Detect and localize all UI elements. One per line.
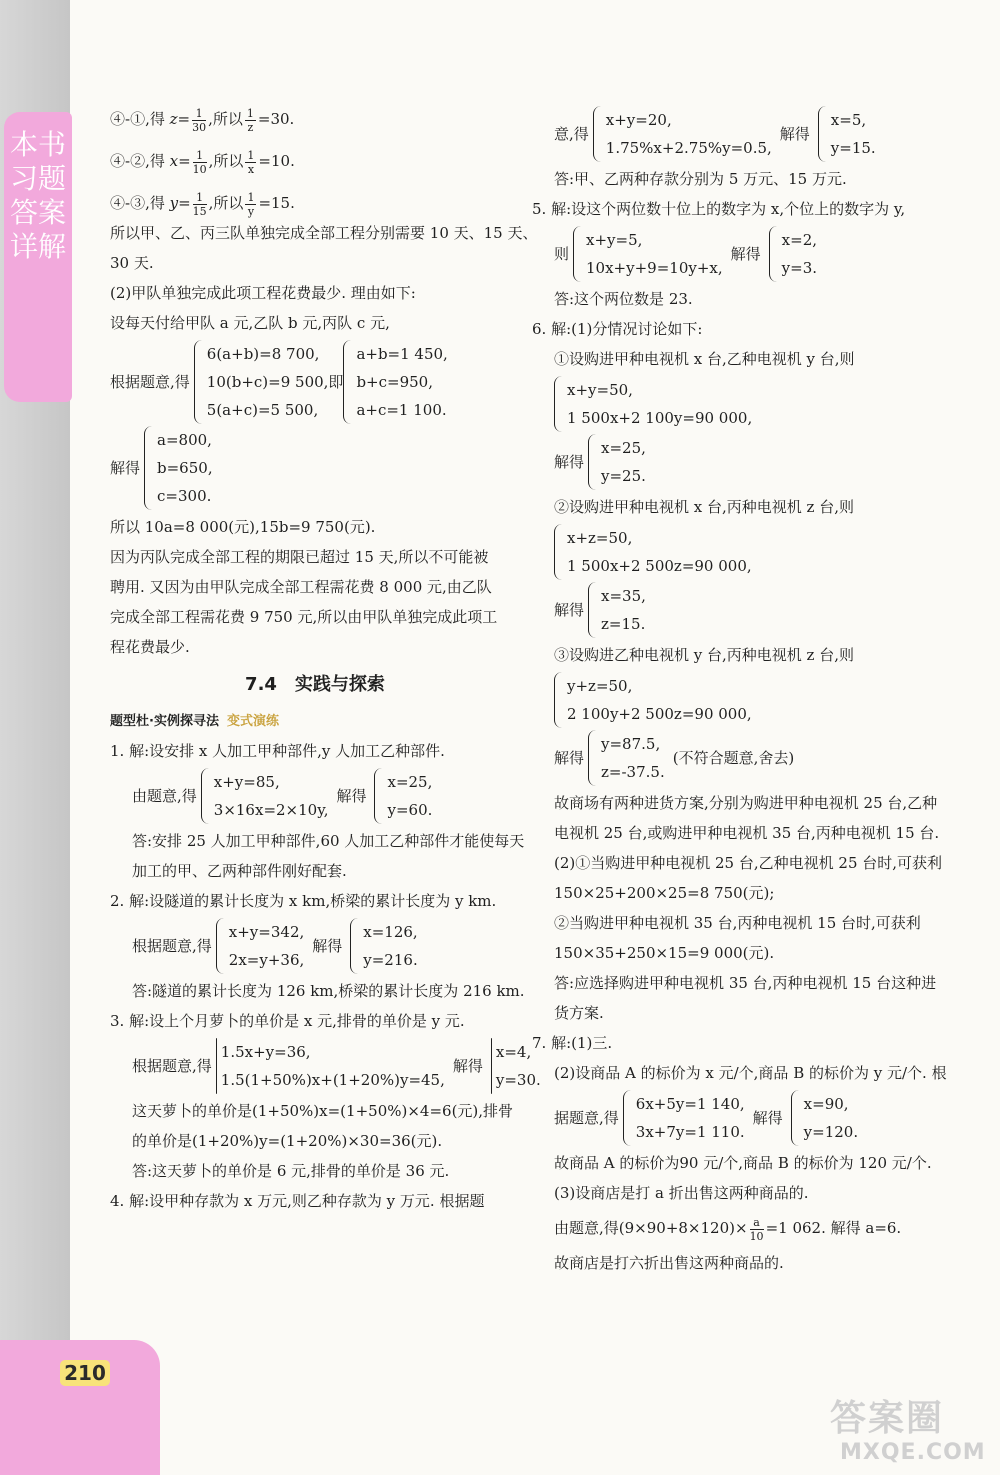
equation: 2x=y+36, [228,951,305,969]
system-label: 解得 [110,459,141,477]
answer-line: 答:安排 25 人加工甲种部件,60 人加工乙种部件才能使每天 [132,832,525,850]
brace-icon [593,106,602,162]
paragraph-line: (2)设商品 A 的标价为 x 元/个,商品 B 的标价为 y 元/个. 根 [554,1064,947,1082]
equations [356,340,447,424]
equation: x=2, [781,231,818,249]
brace-icon [554,376,563,432]
line-4-3 [110,188,520,218]
equation: y=3. [781,259,818,277]
system-label: 由题意,得 [132,787,197,805]
text: =15. [258,194,295,212]
text: 由题意,得(9×90+8×120)× [554,1219,748,1237]
equations [157,426,213,510]
equation-system [532,582,952,638]
equation: 1.5(1+50%)x+(1+20%)y=45, [220,1071,445,1089]
denominator: z [247,120,254,134]
brace-icon [588,730,597,786]
system-connector: 解得 [752,1109,783,1127]
side-tab-text: 本书习题答案详解 [9,128,66,263]
equations [804,1090,858,1146]
numerator: 1 [193,149,207,163]
equation: x+y=5, [586,231,643,249]
fraction [192,107,206,134]
equation-system [110,1038,541,1094]
denominator: 15 [192,204,207,218]
right-column [532,104,952,1278]
equations [601,730,665,786]
question-2: 2. 解:设隧道的累计长度为 x km,桥梁的累计长度为 y km. [110,892,497,910]
equations [387,768,432,824]
equation: y=25. [601,467,646,485]
tag-label: 题型杜·实例探寻法 [110,714,219,729]
system-connector: 即 [328,373,344,391]
equation-system [110,918,520,974]
paragraph-line: 因为丙队完成全部工程的期限已超过 15 天,所以不可能被 [110,548,489,566]
brace-icon [554,672,563,728]
denominator: 30 [192,120,207,134]
system-label: 则 [554,245,570,263]
equation: a=800, [157,431,212,449]
note: (不符合题意,舍去) [672,749,795,767]
equation-system [532,1090,952,1146]
text: =10. [258,152,295,170]
tag-highlight: 变式演练 [226,714,279,729]
paragraph-line: 故商品 A 的标价为90 元/个,商品 B 的标价为 120 元/个. [554,1154,932,1172]
equation: 1.75%x+2.75%y=0.5, [605,139,772,157]
paragraph-line: ②当购进甲种电视机 35 台,丙种电视机 15 台时,可获利 [554,914,921,932]
brace-icon [818,106,827,162]
system-label: 解得 [554,453,585,471]
equations [207,340,329,424]
equation: 1 500x+2 500z=90 000, [567,557,752,575]
numerator: a [750,1216,764,1230]
section-tag [110,708,520,736]
system-label: 据题意,得 [554,1109,619,1127]
numerator: 1 [247,148,255,162]
left-column [110,104,541,1216]
brace-icon [216,1038,217,1094]
paragraph-line: 所以甲、乙、丙三队单独完成全部工程分别需要 10 天、15 天、 [110,224,538,242]
equation-system [532,524,952,580]
brace-icon [350,918,359,974]
equation: 2 100y+2 500z=90 000, [567,705,752,723]
paragraph-line: (3)设商店是打 a 折出售这两种商品的. [554,1184,809,1202]
case-line: ②设购进甲种电视机 x 台,丙种电视机 z 台,则 [554,498,854,516]
var: x= [169,152,191,170]
equations [567,524,752,580]
brace-icon [623,1090,632,1146]
equation: 1.5x+y=36, [220,1043,311,1061]
equations [601,582,646,638]
case-line: ①设购进甲种电视机 x 台,乙种电视机 y 台,则 [554,350,855,368]
system-connector: 解得 [312,937,343,955]
line-4-2 [110,146,520,176]
equation: x=4, [495,1043,532,1061]
denominator: x [247,162,255,176]
equation: c=300. [157,487,212,505]
answer-line: 货方案. [554,1004,604,1022]
equation-system [532,106,952,162]
equations [567,376,752,432]
equation: y+z=50, [567,677,633,695]
numerator: 1 [247,190,255,204]
paragraph-line: 聘用. 又因为由甲队完成全部工程需花费 8 000 元,由乙队 [110,578,492,596]
equations [831,106,876,162]
brace-icon [216,918,225,974]
equation: 6x+5y=1 140, [635,1095,745,1113]
numerator: 1 [193,191,207,205]
equation: x=5, [830,111,867,129]
var: z= [169,110,191,128]
text: ,所以 [208,110,243,128]
fraction [193,191,207,218]
line-4-1 [110,104,520,134]
equation: 1 500x+2 100y=90 000, [567,409,753,427]
system-connector: 解得 [336,787,367,805]
question-6: 6. 解:(1)分情况讨论如下: [532,320,703,338]
answer-line: 答:甲、乙两种存款分别为 5 万元、15 万元. [554,170,847,188]
system-connector: 解得 [779,125,810,143]
var: y= [169,194,191,212]
paragraph-line: 电视机 25 台,或购进甲种电视机 35 台,丙种电视机 15 台. [554,824,940,842]
equation: y=15. [830,139,876,157]
brace-icon [554,524,563,580]
equation: a+b=1 450, [356,345,448,363]
paragraph-line: 程花费最少. [110,638,190,656]
equation-system [532,434,952,490]
brace-icon [194,340,203,424]
brace-icon [491,1038,492,1094]
equation: 3x+7y=1 110. [635,1123,745,1141]
brace-icon [343,340,352,424]
question-5: 5. 解:设这个两位数十位上的数字为 x,个位上的数字为 y, [532,200,906,218]
brace-icon [201,768,210,824]
equation: b+c=950, [356,373,433,391]
equations [567,672,752,728]
side-tab [4,112,72,402]
paragraph-line: 150×25+200×25=8 750(元); [554,884,775,902]
system-label: 解得 [554,749,585,767]
paragraph-line: 设每天付给甲队 a 元,乙队 b 元,丙队 c 元, [110,314,390,332]
denominator: y [247,204,255,218]
paragraph-line: 故商场有两种进货方案,分别为购进甲种电视机 25 台,乙种 [554,794,938,812]
system-label: 根据题意,得 [132,1057,212,1075]
equation: y=216. [363,951,418,969]
equation: 3×16x=2×10y, [213,801,329,819]
answer-line: 答:隧道的累计长度为 126 km,桥梁的累计长度为 216 km. [132,982,525,1000]
text: =1 062. 解得 a=6. [765,1219,902,1237]
equation: 10(b+c)=9 500, [206,373,329,391]
paragraph-line: 这天萝卜的单价是(1+50%)x=(1+50%)×4=6(元),排骨 [132,1102,514,1120]
section-title: 7.4 实践与探索 [245,674,385,695]
brace-icon [588,582,597,638]
paragraph-line: 150×35+250×15=9 000(元). [554,944,775,962]
text: =30. [257,110,295,128]
equation: x=25, [387,773,433,791]
fraction [750,1216,764,1243]
equation: y=120. [803,1123,859,1141]
system-label: 解得 [554,601,585,619]
fraction [193,149,207,176]
equation: z=-37.5. [601,763,665,781]
equation: x=126, [363,923,418,941]
fraction [245,149,256,176]
equation: x+y=20, [605,111,672,129]
text: ,所以 [208,194,244,212]
numerator: 1 [246,106,254,120]
system-label: 根据题意,得 [110,373,190,391]
equation-system [532,226,952,282]
question-4: 4. 解:设甲种存款为 x 万元,则乙种存款为 y 万元. 根据题 [110,1192,485,1210]
brace-icon [374,768,383,824]
question-3: 3. 解:设上个月萝卜的单价是 x 元,排骨的单价是 y 元. [110,1012,465,1030]
equation: x=35, [601,587,646,605]
equation: x+y=342, [228,923,305,941]
equation: 6(a+b)=8 700, [206,345,320,363]
text: ④-③,得 [110,194,170,212]
text: ,所以 [208,152,244,170]
equation: a+c=1 100. [356,401,447,419]
equation: y=87.5, [601,735,661,753]
answer-line: 答:这天萝卜的单价是 6 元,排骨的单价是 36 元. [132,1162,450,1180]
brace-icon [144,426,153,510]
answer-line: 答:应选择购进甲种电视机 35 台,丙种电视机 15 台这种进 [554,974,937,992]
equations [221,1038,445,1094]
denominator: 10 [749,1229,764,1243]
equation: 10x+y+9=10y+x, [586,259,723,277]
question-1: 1. 解:设安排 x 人加工甲种部件,y 人加工乙种部件. [110,742,445,760]
equation: z=15. [601,615,646,633]
equation: x=25, [601,439,646,457]
equation: b=650, [157,459,213,477]
paragraph-line: (2)甲队单独完成此项工程花费最少. 理由如下: [110,284,416,302]
fraction [245,107,256,134]
case-line: ③设购进乙种电视机 y 台,丙种电视机 z 台,则 [554,646,854,664]
brace-icon [573,226,582,282]
system-connector: 解得 [452,1057,483,1075]
system-label: 根据题意,得 [132,937,212,955]
equation: x+y=50, [567,381,633,399]
answer-line: 答:这个两位数是 23. [554,290,693,308]
equation: x+z=50, [567,529,633,547]
brace-icon [791,1090,800,1146]
question-7: 7. 解:(1)三. [532,1034,613,1052]
equations [601,434,646,490]
system-connector: 解得 [730,245,761,263]
brace-icon [588,434,597,490]
equation-system [532,376,952,432]
equation: x=90, [803,1095,849,1113]
fraction-line [532,1208,952,1248]
equation: y=60. [387,801,433,819]
paragraph-line: 的单价是(1+20%)y=(1+20%)×30=36(元). [132,1132,443,1150]
equations [363,918,417,974]
equations [586,226,723,282]
equation-system [110,768,520,824]
brace-icon [769,226,778,282]
equation-system [110,426,520,510]
equation: y=30. [495,1071,541,1089]
system-label: 意,得 [554,125,589,143]
paragraph-line: 完成全部工程需花费 9 750 元,所以由甲队单独完成此项工 [110,608,498,626]
answer-line: 故商店是打六折出售这两种商品的. [554,1254,784,1272]
page-number: 210 [60,1360,110,1386]
fraction [245,191,256,218]
equation-system [532,672,952,728]
text: ④-②,得 [110,152,170,170]
equation: x+y=85, [213,773,280,791]
equation: 5(a+c)=5 500, [206,401,319,419]
watermark-url: MXQE.COM [840,1440,986,1465]
text: ④-①,得 [110,110,170,128]
equation-system [532,730,952,786]
numerator: 1 [192,107,206,121]
equations [636,1090,745,1146]
equation-system [110,340,520,424]
paragraph-line: 30 天. [110,254,154,272]
equations [782,226,817,282]
equations [606,106,772,162]
equations [214,768,329,824]
paragraph-line: (2)①当购进甲种电视机 25 台,乙种电视机 25 台时,可获利 [554,854,943,872]
equations [229,918,304,974]
paragraph-line: 所以 10a=8 000(元),15b=9 750(元). [110,518,376,536]
watermark-logo: 答案圈 [830,1398,945,1439]
answer-line: 加工的甲、乙两种部件刚好配套. [132,862,347,880]
denominator: 10 [192,162,207,176]
